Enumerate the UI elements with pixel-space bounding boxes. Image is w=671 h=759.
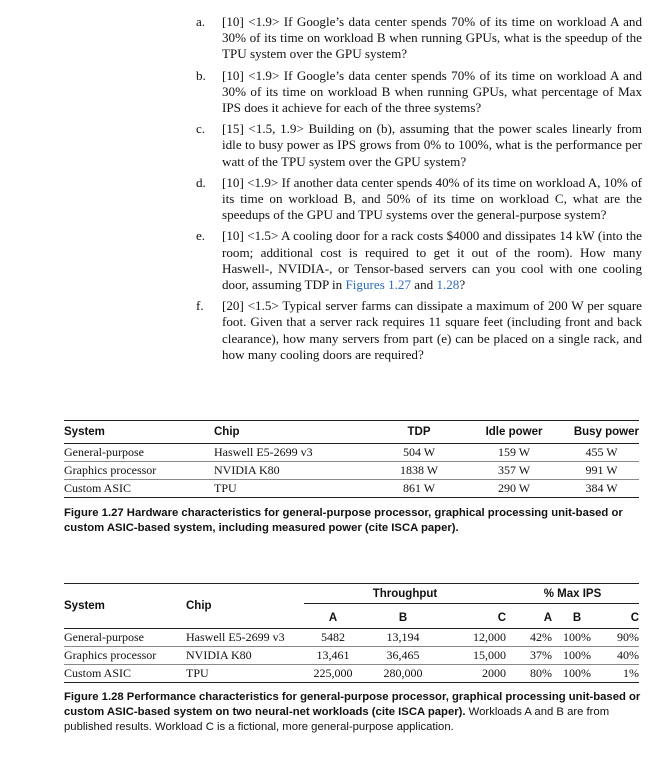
table-cell: 100% <box>563 630 591 644</box>
column-header: B <box>398 612 408 624</box>
exercise-text: [20] <1.5> Typical server farms can dissipate a maximum of 200 W per square foot. Given that a server rack requires 11 square feet (including front and back clearance), how many servers from part (e) can be placed on a single rack, and how many cooling doors are required? <box>222 298 642 362</box>
table-cell: Graphics processor <box>64 648 157 662</box>
table-cell: TPU <box>186 666 209 680</box>
exercise-c <box>196 121 642 170</box>
caption-title: Figure 1.28 Performance characteristics for general-purpose processor, graphical processing unit-based or custom ASIC-based system on two neural-net workloads (cite ISCA paper). <box>64 691 641 718</box>
exercise-label: e. <box>196 228 206 244</box>
table-cell: 40% <box>617 648 639 662</box>
exercise-e <box>196 228 642 293</box>
column-header: C <box>497 612 506 624</box>
column-header: Chip <box>186 600 212 612</box>
exercise-list <box>196 14 642 368</box>
exercise-d <box>196 175 642 224</box>
exercise-label: c. <box>196 121 206 137</box>
table-cell: 80% <box>530 666 552 680</box>
table-cell: Haswell E5-2699 v3 <box>186 630 285 644</box>
column-header: A <box>328 612 338 624</box>
table-cell: Custom ASIC <box>64 666 132 680</box>
table-cell: 5482 <box>321 630 345 644</box>
table-row <box>64 480 639 498</box>
exercise-label: b. <box>196 67 206 83</box>
table-cell: 357 W <box>497 463 531 477</box>
table-cell: 861 W <box>402 481 436 495</box>
column-header: B <box>572 612 582 624</box>
table-cell: 455 W <box>585 445 618 459</box>
exercise-text: [15] <1.5, 1.9> Building on (b), assuming that the power scales linearly from idle to busy power as IPS grows from 0% to 100%, what is the performance per watt of the TPU system over the GPU system? <box>222 121 642 169</box>
table-cell: 1838 W <box>399 463 439 477</box>
table-cell: 504 W <box>402 445 436 459</box>
figure-caption-1-28 <box>64 690 642 735</box>
table-cell: 90% <box>617 630 639 644</box>
group-header-max-ips <box>506 584 639 609</box>
column-header: Idle power <box>485 426 543 438</box>
table-cell: Haswell E5-2699 v3 <box>214 445 313 459</box>
exercise-text <box>222 228 642 293</box>
exercise-label: f. <box>196 298 204 314</box>
table-cell: 100% <box>563 666 591 680</box>
exercise-text: [10] <1.9> If Google’s data center spends 70% of its time on workload A and 30% of its time on workload B when running GPUs, what is the speedup of the TPU system over the GPU system? <box>222 14 642 62</box>
table-cell: 100% <box>563 648 591 662</box>
table-cell: 225,000 <box>313 666 353 680</box>
table-figure-1-27 <box>64 420 639 498</box>
table-row <box>64 444 639 462</box>
exercise-text-part: ? <box>459 277 466 293</box>
table-cell: 36,465 <box>386 648 420 662</box>
table-cell: TPU <box>214 481 237 495</box>
table-row <box>64 647 639 665</box>
table-row <box>64 629 639 647</box>
table-cell: 991 W <box>585 463 618 477</box>
exercise-a <box>196 14 642 63</box>
table-cell: 159 W <box>497 445 531 459</box>
exercise-b <box>196 68 642 117</box>
column-header: Busy power <box>573 426 639 438</box>
group-header-label: Throughput <box>304 588 506 604</box>
exercise-f <box>196 298 642 363</box>
table-cell: General-purpose <box>64 630 144 644</box>
table-figure-1-28 <box>64 583 639 683</box>
table-cell: Custom ASIC <box>64 481 132 495</box>
table-cell: 15,000 <box>473 648 506 662</box>
table-cell: 280,000 <box>383 666 423 680</box>
column-header: System <box>64 426 105 438</box>
table-cell: NVIDIA K80 <box>214 463 280 477</box>
column-header: C <box>630 612 639 624</box>
table-cell: NVIDIA K80 <box>186 648 252 662</box>
table-cell: Graphics processor <box>64 463 157 477</box>
group-header-throughput <box>304 584 506 609</box>
table-cell: 290 W <box>497 481 531 495</box>
exercise-text: [10] <1.9> If Google’s data center spends 70% of its time on workload A and 30% of its time on workload B when running GPUs, what percentage of Max IPS does it achieve for each of the three systems? <box>222 67 642 116</box>
exercise-text-part: [10] <1.5> A cooling door for a rack costs $4000 and dissipates 14 kW (into the room; additional cost is required to get it out of the room). How many Haswell-, NVIDIA-, or Tensor-based servers can you cool with one cooling door, assuming TDP in <box>222 228 642 293</box>
table-cell: General-purpose <box>64 445 144 459</box>
table-cell: 1% <box>623 666 639 680</box>
figure-caption-1-27: Figure 1.27 Hardware characteristics for general-purpose processor, graphical processing unit-based or custom ASIC-based system, including measured power (cite ISCA paper). <box>64 507 623 534</box>
column-header: Chip <box>214 426 240 438</box>
table-row <box>64 665 639 683</box>
exercise-text-part: and <box>410 277 437 293</box>
table-cell: 37% <box>530 648 552 662</box>
exercise-text: [10] <1.9> If another data center spends 40% of its time on workload A, 10% of its time on workload B, and 50% of its time on workload C, what are the speedups of the GPU and TPU systems over the general-purpose system? <box>222 174 642 223</box>
table-cell: 384 W <box>585 481 618 495</box>
figure-link-1-28[interactable]: 1.28 <box>436 277 460 293</box>
table-cell: 42% <box>530 630 552 644</box>
table-row <box>64 462 639 480</box>
table-cell: 13,461 <box>316 648 350 662</box>
table-cell: 2000 <box>482 666 506 680</box>
column-header: TDP <box>407 426 431 438</box>
caption-text: Workloads A and B are from published results. Workload C is a fictional, more general-purpose application. <box>64 706 610 733</box>
table-cell: 13,194 <box>386 630 420 644</box>
exercise-label: a. <box>196 14 206 29</box>
figure-link-1-27[interactable]: Figures 1.27 <box>345 277 411 293</box>
group-header-label: % Max IPS <box>506 588 639 604</box>
column-header: A <box>543 612 552 624</box>
table-cell: 12,000 <box>473 630 506 644</box>
exercise-label: d. <box>196 174 206 190</box>
column-header: System <box>64 600 105 612</box>
